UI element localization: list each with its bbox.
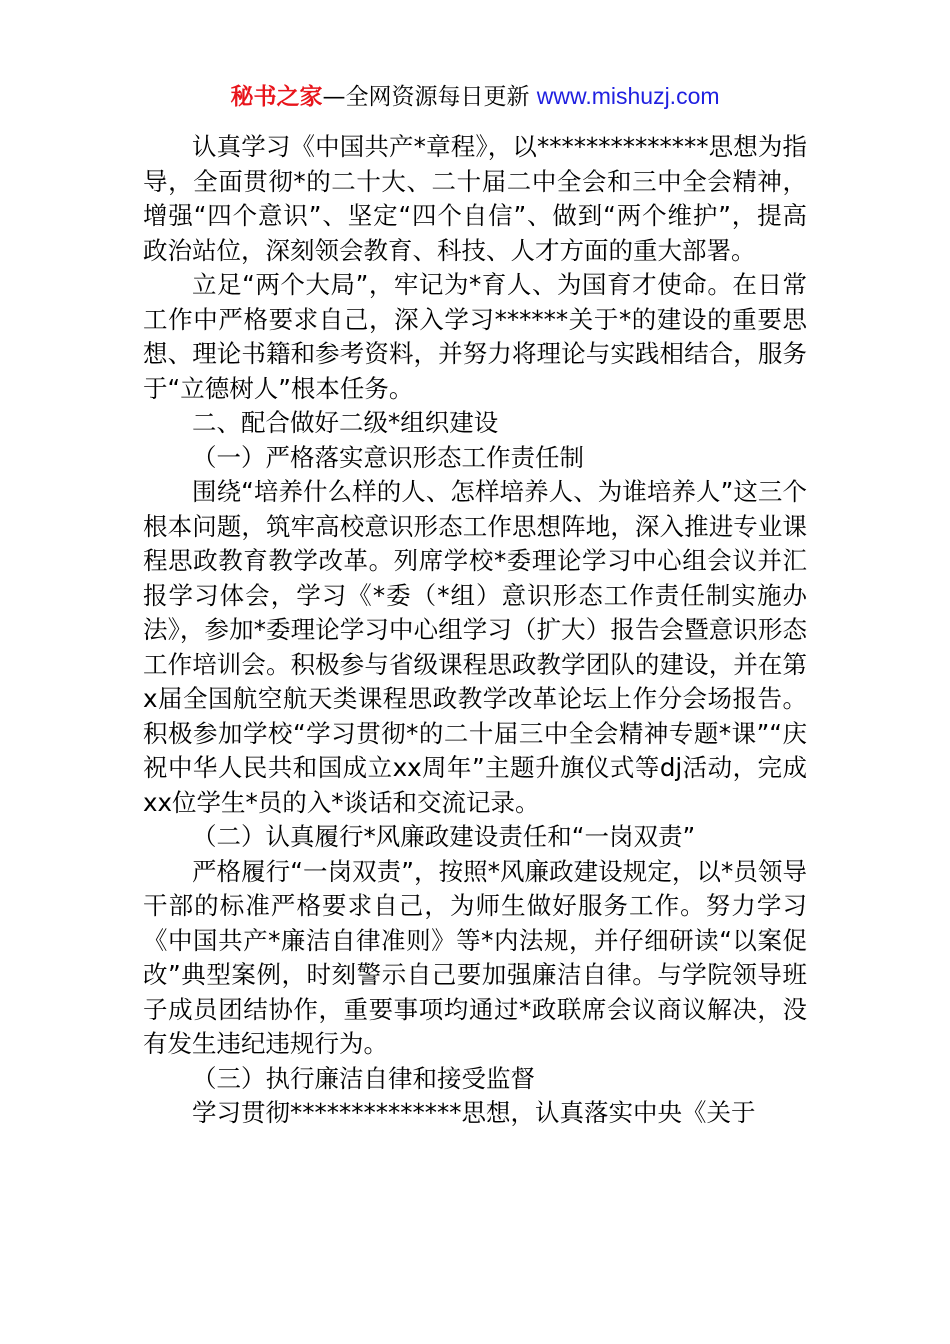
document-body — [143, 130, 807, 1131]
site-url-link[interactable]: www.mishuzj.com — [536, 83, 720, 109]
paragraph-integrity-work: 严格履行“一岗双责”，按照*风廉政建设规定，以*员领导干部的标准严格要求自己，为师生做好服务工作。努力学习《中国共产*廉洁自律准则》等*内法规，并仔细研读“以案促改”典型案例，时刻警示自己要加强廉洁自律。与学院领导班子成员团结协作，重要事项均通过*政联席会议商议解决，没有发生违纪违规行为。 — [143, 856, 807, 1058]
brand-name: 秘书之家 — [230, 84, 323, 110]
subsection-heading-integrity-responsibility: （二）认真履行*风廉政建设责任和“一岗双责” — [192, 822, 696, 851]
paragraph-self-discipline: 学习贯彻**************思想，认真落实中央《关于 — [192, 1098, 756, 1127]
paragraph-two-overall-situations: 立足“两个大局”，牢记为*育人、为国育才使命。在日常工作中严格要求自己，深入学习******关于*的建设的重要思想、理论书籍和参考资料，并努力将理论与实践相结合，服务于“立德树人”根本任务。 — [143, 270, 807, 403]
paragraph-study-charter: 认真学习《中国共产*章程》，以**************思想为指导，全面贯彻*的二十大、二十届二中全会和三中全会精神，增强“四个意识”、坚定“四个自信”、做到“两个维护”，提高政治站位，深刻领会教育、科技、人才方面的重大部署。 — [143, 132, 807, 265]
section-heading-party-organization: 二、配合做好二级*组织建设 — [192, 408, 499, 437]
site-header — [0, 78, 950, 115]
header-tagline: —全网资源每日更新 — [322, 84, 537, 110]
subsection-heading-self-discipline: （三）执行廉洁自律和接受监督 — [192, 1063, 535, 1093]
paragraph-ideology-work: 围绕“培养什么样的人、怎样培养人、为谁培养人”这三个根本问题，筑牢高校意识形态工作思想阵地，深入推进专业课程思政教育教学改革。列席学校*委理论学习中心组会议并汇报学习体会，学习《*委（*组）意识形态工作责任制实施办法》，参加*委理论学习中心组学习（扩大）报告会暨意识形态工作培训会。积极参与省级课程思政教学团队的建设，并在第x届全国航空航天类课程思政教学改革论坛上作分会场报告。积极参加学校“学习贯彻*的二十届三中全会精神专题*课”“庆祝中华人民共和国成立xx周年”主题升旗仪式等dj活动，完成xx位学生*员的入*谈话和交流记录。 — [143, 477, 807, 817]
subsection-heading-ideology-responsibility: （一）严格落实意识形态工作责任制 — [192, 442, 584, 472]
